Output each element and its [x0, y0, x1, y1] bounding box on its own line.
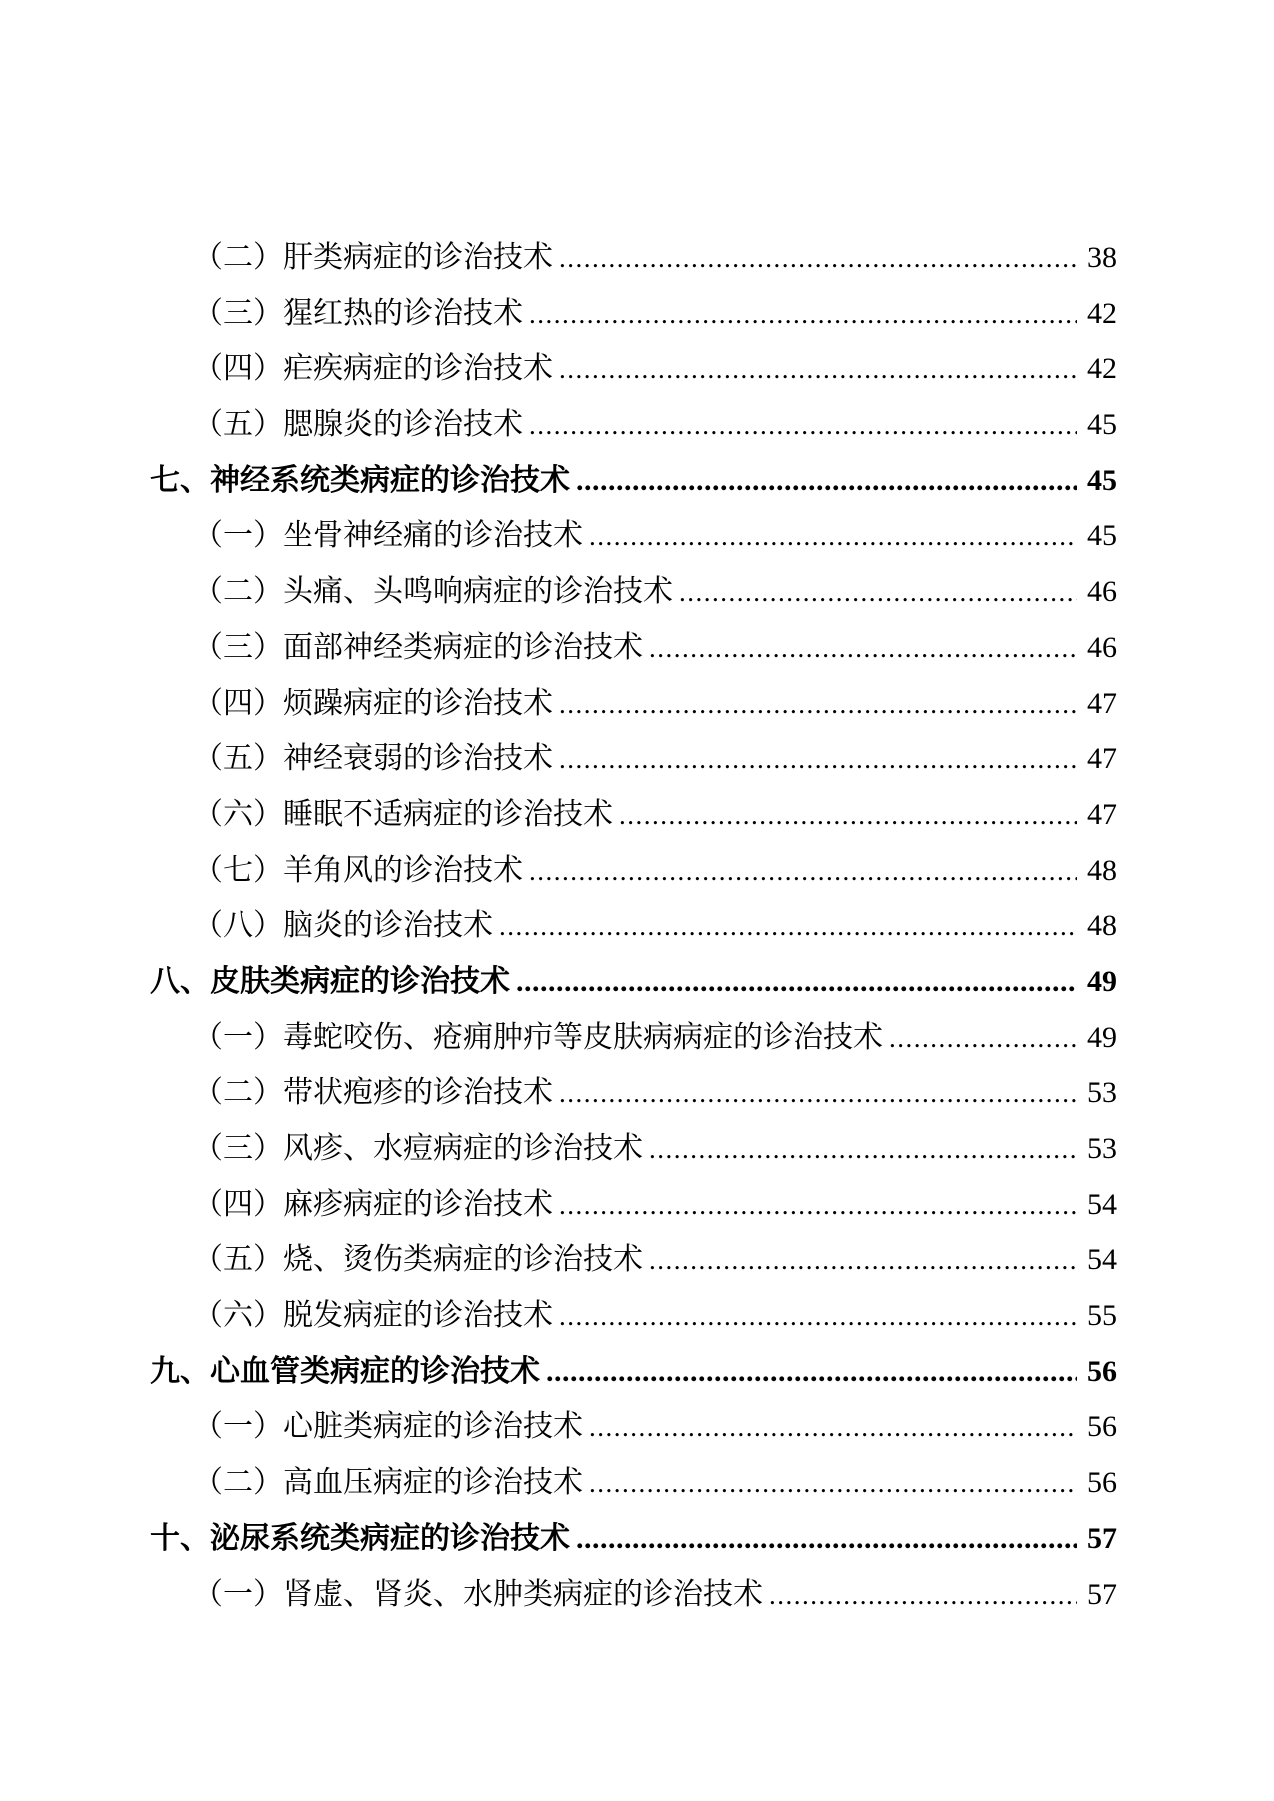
toc-entry[interactable] — [150, 1121, 1117, 1177]
dot-leader — [649, 1233, 1077, 1289]
toc-entry[interactable] — [150, 1511, 1117, 1567]
toc-entry-label: （四）疟疾病症的诊治技术 — [193, 352, 553, 386]
toc-entry[interactable] — [150, 508, 1117, 564]
toc-entry-page-number: 56 — [1087, 1354, 1117, 1388]
toc-entry-page-number: 48 — [1087, 909, 1117, 943]
toc-entry-page-number: 56 — [1087, 1410, 1117, 1444]
dot-leader — [529, 844, 1077, 900]
toc-entry[interactable] — [150, 1288, 1117, 1344]
dot-leader — [576, 453, 1077, 509]
toc-entry-label: （五）神经衰弱的诊治技术 — [193, 742, 553, 776]
toc-entry-page-number: 47 — [1087, 686, 1117, 720]
toc-entry-label: （一）毒蛇咬伤、疮痈肿疖等皮肤病病症的诊治技术 — [193, 1020, 883, 1054]
toc-entry[interactable] — [150, 1232, 1117, 1288]
toc-entry-page-number: 47 — [1087, 797, 1117, 831]
toc-entry-page-number: 47 — [1087, 742, 1117, 776]
toc-entry-label: （一）肾虚、肾炎、水肿类病症的诊治技术 — [193, 1577, 763, 1611]
toc-entry-label: 九、心血管类病症的诊治技术 — [150, 1354, 540, 1388]
toc-entry[interactable] — [150, 1455, 1117, 1511]
toc-entry[interactable] — [150, 620, 1117, 676]
toc-entry-label: 十、泌尿系统类病症的诊治技术 — [150, 1521, 570, 1555]
dot-leader — [649, 1122, 1077, 1178]
dot-leader — [769, 1568, 1077, 1624]
toc-entry-page-number: 56 — [1087, 1466, 1117, 1500]
toc-entry-page-number: 45 — [1087, 408, 1117, 442]
toc-entry-page-number: 48 — [1087, 853, 1117, 887]
toc-entry-label: （四）麻疹病症的诊治技术 — [193, 1187, 553, 1221]
toc-entry[interactable] — [150, 676, 1117, 732]
toc-entry[interactable] — [150, 898, 1117, 954]
toc-entry[interactable] — [150, 341, 1117, 397]
toc-entry[interactable] — [150, 787, 1117, 843]
toc-entry[interactable] — [150, 843, 1117, 899]
toc-entry-page-number: 49 — [1087, 964, 1117, 998]
toc-entry-label: （五）腮腺炎的诊治技术 — [193, 408, 523, 442]
toc-entry[interactable] — [150, 954, 1117, 1010]
toc-entry-page-number: 57 — [1087, 1577, 1117, 1611]
toc-entry-label: （三）面部神经类病症的诊治技术 — [193, 630, 643, 664]
dot-leader — [559, 677, 1077, 733]
dot-leader — [576, 1511, 1077, 1567]
dot-leader — [529, 398, 1077, 454]
toc-entry-label: 七、神经系统类病症的诊治技术 — [150, 463, 570, 497]
toc-entry[interactable] — [150, 397, 1117, 453]
toc-entry-label: （三）猩红热的诊治技术 — [193, 296, 523, 330]
toc-entry-page-number: 53 — [1087, 1076, 1117, 1110]
toc-entry-page-number: 38 — [1087, 241, 1117, 274]
toc-entry[interactable] — [150, 286, 1117, 342]
toc-entry[interactable] — [150, 564, 1117, 620]
toc-entry-label: （六）睡眠不适病症的诊治技术 — [193, 797, 613, 831]
dot-leader — [559, 732, 1077, 788]
toc-entry-label: （二）高血压病症的诊治技术 — [193, 1466, 583, 1500]
dot-leader — [619, 788, 1077, 844]
dot-leader — [529, 287, 1077, 343]
toc-entry-page-number: 54 — [1087, 1187, 1117, 1221]
dot-leader — [559, 342, 1077, 398]
toc-entry[interactable] — [150, 453, 1117, 509]
dot-leader — [589, 1456, 1077, 1512]
toc-entry-page-number: 45 — [1087, 519, 1117, 553]
toc-entry-page-number: 42 — [1087, 352, 1117, 386]
dot-leader — [589, 1400, 1077, 1456]
toc-entry-label: （八）脑炎的诊治技术 — [193, 909, 493, 943]
toc-entry-page-number: 46 — [1087, 630, 1117, 664]
toc-entry-label: （二）肝类病症的诊治技术 — [193, 241, 553, 274]
toc-entry[interactable] — [150, 731, 1117, 787]
toc-entry[interactable] — [150, 1010, 1117, 1066]
dot-leader — [889, 1011, 1077, 1067]
toc-entry-page-number: 55 — [1087, 1299, 1117, 1333]
dot-leader — [559, 1066, 1077, 1122]
toc-entry-label: （四）烦躁病症的诊治技术 — [193, 686, 553, 720]
dot-leader — [559, 1178, 1077, 1234]
toc-list — [150, 230, 1117, 1622]
toc-entry-label: （六）脱发病症的诊治技术 — [193, 1299, 553, 1333]
toc-entry-page-number: 57 — [1087, 1521, 1117, 1555]
toc-entry[interactable] — [150, 1065, 1117, 1121]
toc-entry-label: （五）烧、烫伤类病症的诊治技术 — [193, 1243, 643, 1277]
toc-entry[interactable] — [150, 1567, 1117, 1623]
toc-entry-label: （二）头痛、头鸣响病症的诊治技术 — [193, 575, 673, 609]
toc-entry-page-number: 49 — [1087, 1020, 1117, 1054]
toc-entry-label: （一）心脏类病症的诊治技术 — [193, 1410, 583, 1444]
toc-entry-label: （三）风疹、水痘病症的诊治技术 — [193, 1132, 643, 1165]
toc-entry[interactable] — [150, 1177, 1117, 1233]
toc-entry-page-number: 54 — [1087, 1243, 1117, 1277]
dot-leader — [679, 565, 1077, 621]
toc-entry-page-number: 53 — [1087, 1132, 1117, 1165]
toc-entry-label: 八、皮肤类病症的诊治技术 — [150, 964, 510, 998]
toc-entry[interactable] — [150, 1399, 1117, 1455]
dot-leader — [649, 621, 1077, 677]
dot-leader — [546, 1344, 1077, 1400]
dot-leader — [589, 509, 1077, 565]
toc-entry-page-number: 46 — [1087, 575, 1117, 609]
toc-entry-page-number: 42 — [1087, 296, 1117, 330]
toc-entry-label: （七）羊角风的诊治技术 — [193, 853, 523, 887]
dot-leader — [559, 231, 1077, 287]
dot-leader — [499, 899, 1077, 955]
toc-entry[interactable] — [150, 1344, 1117, 1400]
toc-entry-label: （二）带状疱疹的诊治技术 — [193, 1076, 553, 1110]
toc-entry-label: （一）坐骨神经痛的诊治技术 — [193, 519, 583, 553]
dot-leader — [516, 954, 1077, 1010]
toc-entry-page-number: 45 — [1087, 463, 1117, 497]
toc-entry[interactable] — [150, 230, 1117, 286]
dot-leader — [559, 1289, 1077, 1345]
